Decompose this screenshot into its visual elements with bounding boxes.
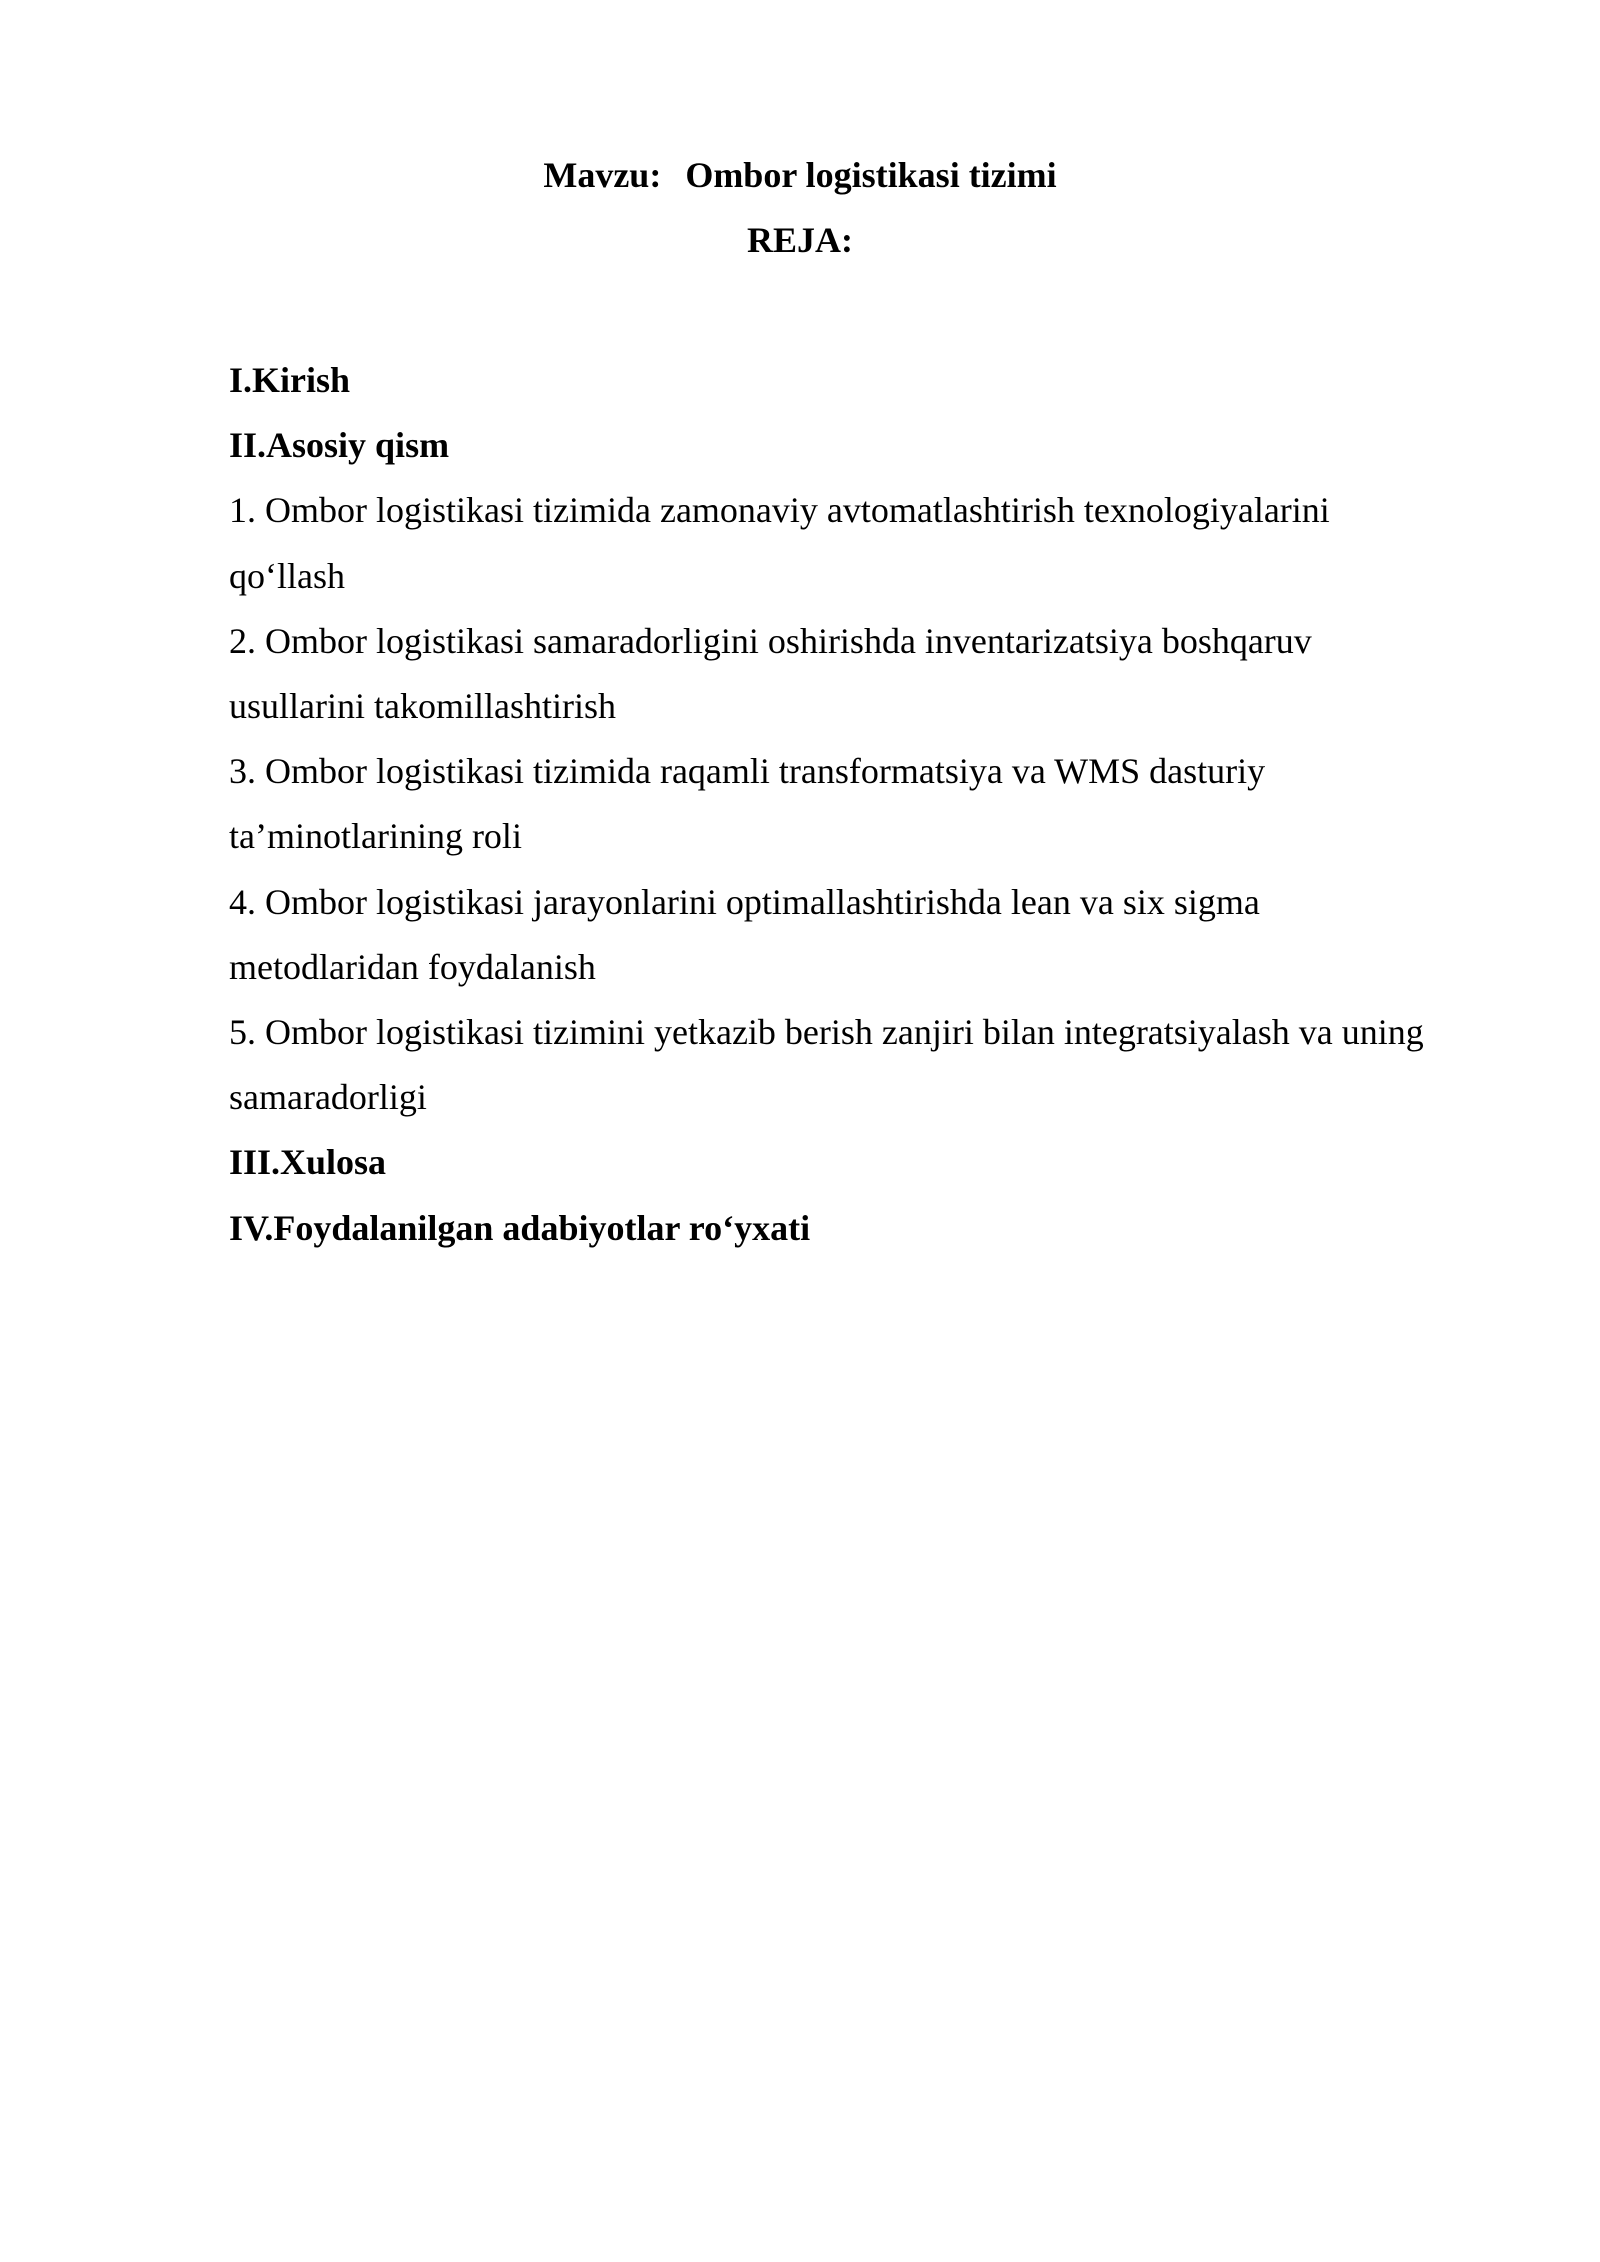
plan-item-5-line-2: samaradorligi	[229, 1077, 427, 1118]
plan-item-2-line-2: usullarini takomillashtirish	[229, 686, 616, 727]
plan-item-2-line-1: 2. Ombor logistikasi samaradorligini oshirishda inventarizatsiya boshqaruv	[229, 620, 1312, 661]
plan-intro: I.Kirish	[229, 360, 351, 400]
plan-main-part: II.Asosiy qism	[229, 425, 450, 466]
plan-item-3-line-1: 3. Ombor logistikasi tizimida raqamli transformatsiya va WMS dasturiy	[229, 751, 1266, 792]
plan-item-4-line-2: metodlaridan foydalanish	[229, 946, 596, 987]
plan-item-3-line-2: ta’minotlarining roli	[229, 816, 522, 857]
topic-label: Mavzu:	[543, 155, 662, 195]
plan-references: IV.Foydalanilgan adabiyotlar ro‘yxati	[229, 1207, 811, 1248]
plan-item-1-line-2: qo‘llash	[229, 555, 345, 596]
plan-heading: REJA:	[747, 220, 853, 260]
topic-heading	[0, 155, 1600, 195]
plan-item-4-line-1: 4. Ombor logistikasi jarayonlarini optimallashtirishda lean va six sigma	[229, 881, 1260, 922]
plan-item-1-line-1: 1. Ombor logistikasi tizimida zamonaviy avtomatlashtirish texnologiyalarini	[229, 490, 1330, 531]
plan-conclusion: III.Xulosa	[229, 1142, 387, 1183]
plan-list	[229, 348, 1529, 1261]
plan-item-5-line-1: 5. Ombor logistikasi tizimini yetkazib berish zanjiri bilan integratsiyalash va uning	[229, 1012, 1424, 1053]
topic-title: Ombor logistikasi tizimi	[685, 155, 1057, 195]
